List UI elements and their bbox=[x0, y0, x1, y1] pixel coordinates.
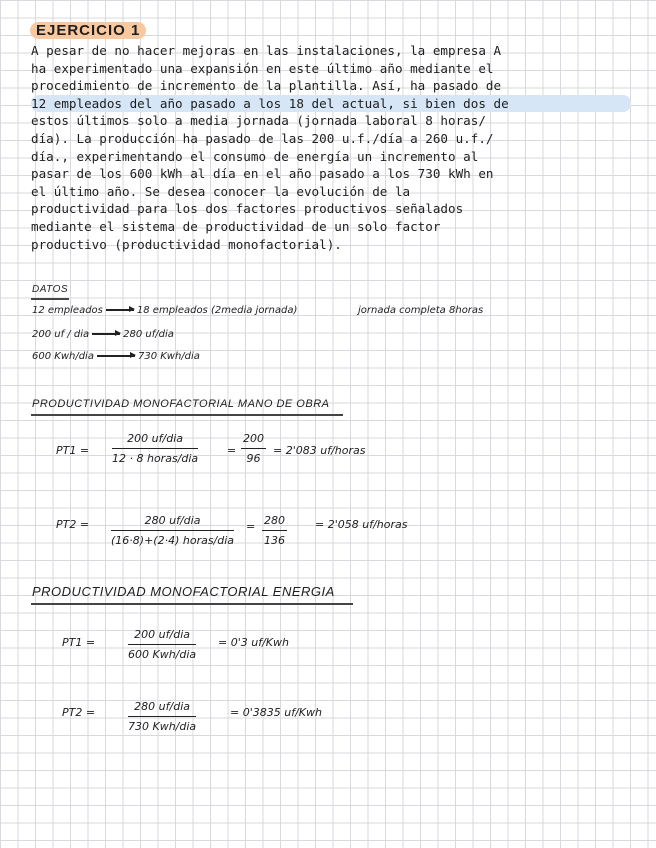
energy-pt1-fraction bbox=[128, 628, 196, 661]
datos-heading: DATOS bbox=[32, 284, 69, 295]
statement-line: mediante el sistema de productividad de un solo factor bbox=[31, 218, 441, 234]
problem-statement bbox=[31, 42, 631, 253]
fraction-denominator: 12 · 8 horas/dia bbox=[112, 452, 199, 466]
statement-line: estos últimos solo a media jornada (jornada laboral 8 horas/ bbox=[31, 113, 486, 129]
energy-pt2-fraction bbox=[128, 700, 196, 733]
statement-line: día). La producción ha pasado de las 200 u.f./día a 260 u.f./ bbox=[31, 130, 494, 146]
fraction-denominator: 600 Kwh/dia bbox=[128, 648, 197, 662]
labor-heading: PRODUCTIVIDAD MONOFACTORIAL MANO DE OBRA bbox=[32, 398, 330, 410]
energy-heading: PRODUCTIVIDAD MONOFACTORIAL ENERGIA bbox=[32, 584, 335, 599]
fraction-denominator: 136 bbox=[264, 534, 285, 548]
statement-line: A pesar de no hacer mejoras en las instalaciones, la empresa A bbox=[31, 43, 502, 58]
fraction-denominator: 730 Kwh/dia bbox=[128, 720, 197, 734]
labor-pt2-label: PT2 = bbox=[56, 518, 90, 531]
labor-pt1-label: PT1 = bbox=[56, 444, 90, 457]
labor-pt1-result: = 2'083 uf/horas bbox=[273, 444, 366, 457]
datos-row-production bbox=[32, 329, 174, 340]
energy-pt2-label: PT2 = bbox=[62, 706, 96, 719]
statement-line: pasar de los 600 kWh al día en el año pasado a los 730 kWh en bbox=[31, 166, 494, 182]
statement-line: el último año. Se desea conocer la evolución de la bbox=[31, 183, 411, 199]
labor-pt2-simplified bbox=[262, 514, 287, 547]
datos-row-employees bbox=[32, 305, 297, 316]
fraction-denominator: (16·8)+(2·4) horas/dia bbox=[111, 534, 235, 548]
statement-line: productividad para los dos factores productivos señalados bbox=[31, 201, 464, 217]
fraction-numerator: 200 uf/dia bbox=[134, 628, 190, 641]
datos-note: jornada completa 8horas bbox=[358, 305, 484, 316]
arrow-icon bbox=[92, 333, 120, 334]
energy-pt2-result: = 0'3835 uf/Kwh bbox=[230, 706, 322, 719]
labor-pt1-simplified bbox=[241, 432, 266, 465]
statement-line: productivo (productividad monofactorial). bbox=[31, 236, 342, 252]
production-after: 280 uf/dia bbox=[123, 329, 174, 340]
equals-sign: = bbox=[246, 520, 256, 533]
fraction-denominator: 96 bbox=[246, 452, 261, 466]
fraction-numerator: 200 uf/dia bbox=[127, 432, 183, 445]
labor-pt2-fraction bbox=[111, 514, 234, 547]
production-before: 200 uf / dia bbox=[32, 329, 90, 340]
employees-after: 18 empleados (2media jornada) bbox=[136, 305, 298, 316]
statement-line: procedimiento de incremento de la plantilla. Así, ha pasado de bbox=[31, 78, 502, 94]
equals-sign: = bbox=[227, 444, 237, 457]
energy-pt1-result: = 0'3 uf/Kwh bbox=[218, 636, 289, 649]
fraction-numerator: 280 uf/dia bbox=[134, 700, 190, 713]
energy-after: 730 Kwh/dia bbox=[137, 351, 200, 362]
employees-before: 12 empleados bbox=[32, 305, 103, 316]
exercise-title: EJERCICIO 1 bbox=[30, 22, 146, 39]
labor-pt1-fraction bbox=[112, 432, 198, 465]
statement-line-highlighted: 12 empleados del año pasado a los 18 del actual, si bien dos de bbox=[31, 95, 631, 113]
energy-before: 600 Kwh/dia bbox=[32, 351, 94, 362]
fraction-numerator: 280 bbox=[264, 514, 285, 527]
arrow-icon bbox=[106, 309, 134, 310]
arrow-icon bbox=[97, 355, 135, 356]
fraction-numerator: 200 bbox=[243, 432, 264, 445]
datos-row-energy bbox=[32, 351, 200, 362]
energy-pt1-label: PT1 = bbox=[62, 636, 96, 649]
statement-line: día., experimentando el consumo de energía un incremento al bbox=[31, 148, 479, 164]
labor-pt2-result: = 2'058 uf/horas bbox=[315, 518, 408, 531]
fraction-numerator: 280 uf/dia bbox=[144, 514, 201, 527]
statement-line: ha experimentado una expansión en este último año mediante el bbox=[31, 60, 494, 76]
